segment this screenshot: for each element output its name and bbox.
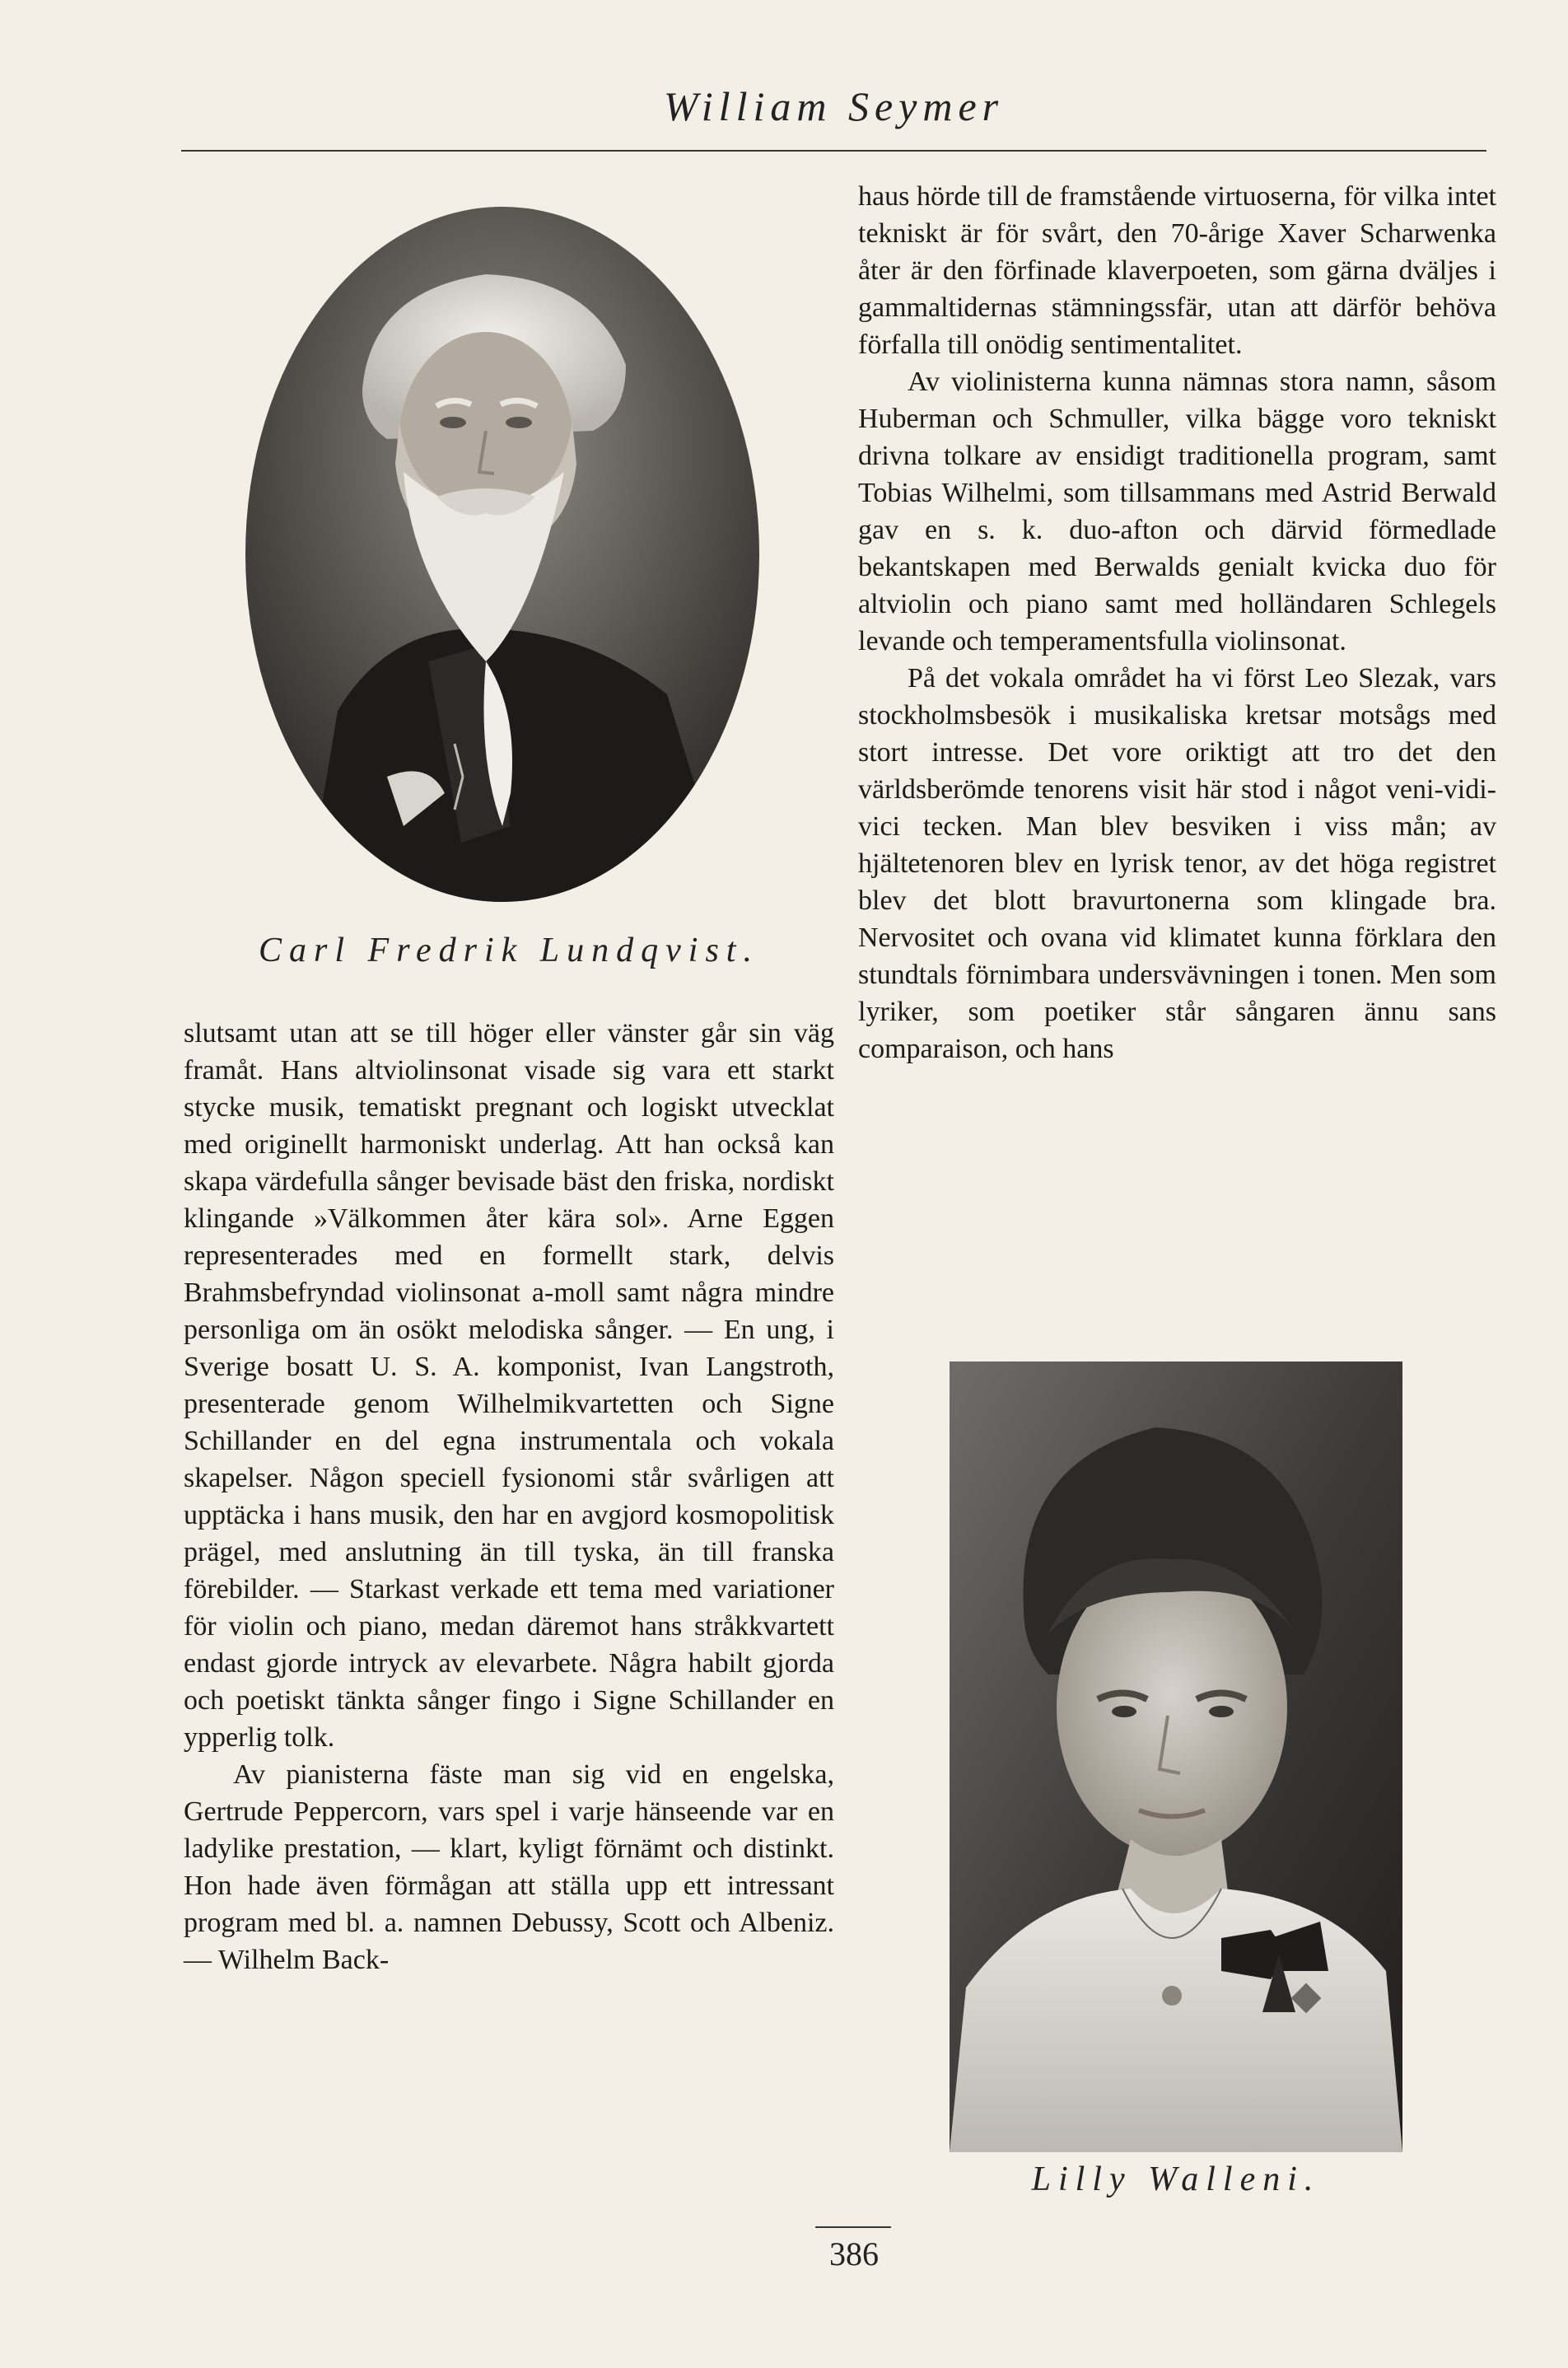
figure-caption-2: Lilly Walleni.	[1031, 2160, 1321, 2198]
paragraph: Av pianisterna fäste man sig vid en engelska, Gertrude Peppercorn, vars spel i varje hänseende var en ladylike prestation, — klart, kyligt förnämt och distinkt. Hon hade även förmågan att ställa upp ett intressant program med bl. a. namnen Debussy, Scott och Albeniz. — Wilhelm Back-	[184, 1759, 834, 1975]
portrait-walleni	[950, 1361, 1402, 2152]
paragraph: På det vokala området ha vi först Leo Slezak, vars stockholmsbesök i musikaliska kretsar motsågs med stort intresse. Det vore oriktigt att tro det den världsberömde tenorens visit här stod i något veni-vidi-vici tecken. Man blev besviken i viss mån; av hjältetenoren blev en lyrisk tenor, av det höga registret blev det blott bravurtonerna som klingade bra. Nervositet och ovana vid klimatet kunna förklara den stundtals förnimbara undersvävningen i tonen. Men som lyriker, som poetiker står sångaren ännu sans comparaison, och hans	[858, 663, 1496, 1064]
figure-caption-1: Carl Fredrik Lundqvist.	[259, 932, 759, 969]
paragraph: Av violinisterna kunna nämnas stora namn, såsom Huberman och Schmuller, vilka bägge voro tekniskt drivna tolkare av ensidigt traditionella program, samt Tobias Wilhelmi, som tillsammans med Astrid Berwald gav en s. k. duo-afton och därvid förmedlade bekantskapen med Berwalds genialt kvicka duo för altviolin och piano samt med holländaren Schlegels levande och temperamentsfulla violinsonat.	[858, 367, 1496, 656]
header-rule	[181, 150, 1486, 152]
paragraph: slutsamt utan att se till höger eller vänster går sin väg framåt. Hans altviolinsonat visade sig vara ett starkt stycke musik, tematiskt pregnant och logiskt utvecklat med originellt harmoniskt underlag. Att han också kan skapa värdefulla sånger bevisade bäst den friska, nordiskt klingande »Välkommen åter kära sol». Arne Eggen representerades med en formellt stark, delvis Brahmsbefryndad violinsonat a-moll samt några mindre personliga om än osökt melodiska sånger. — En ung, i Sverige bosatt U. S. A. komponist, Ivan Langstroth, presenterade genom Wilhelmikvartetten och Signe Schillander en del egna instrumentala och vokala skapelser. Någon speciell fysionomi står svårligen att upptäcka i hans musik, den har en avgjord kosmopolitisk prägel, med anslutning än till tyska, än till franska förebilder. — Starkast verkade ett tema med variationer för violin och piano, medan däremot hans stråkkvartett endast gjorde intryck av elevarbete. Några habilt gjorda och poetiskt tänkta sånger fingo i Signe Schillander en ypperlig tolk.	[184, 1018, 834, 1753]
page-number-rule	[815, 2226, 891, 2228]
portrait-lundqvist	[239, 200, 766, 908]
right-column	[858, 178, 1496, 1067]
page-number: 386	[829, 2235, 879, 2272]
running-title: William Seymer	[663, 83, 1005, 129]
left-column	[184, 1015, 834, 1978]
paragraph: haus hörde till de framstående virtuoserna, för vilka intet tekniskt är för svårt, den 70-årige Xaver Scharwenka åter är den förfinade klaverpoeten, som gärna dväljes i gammaltidernas stämningssfär, utan att därför behöva förfalla till onödig sentimentalitet.	[858, 181, 1496, 360]
